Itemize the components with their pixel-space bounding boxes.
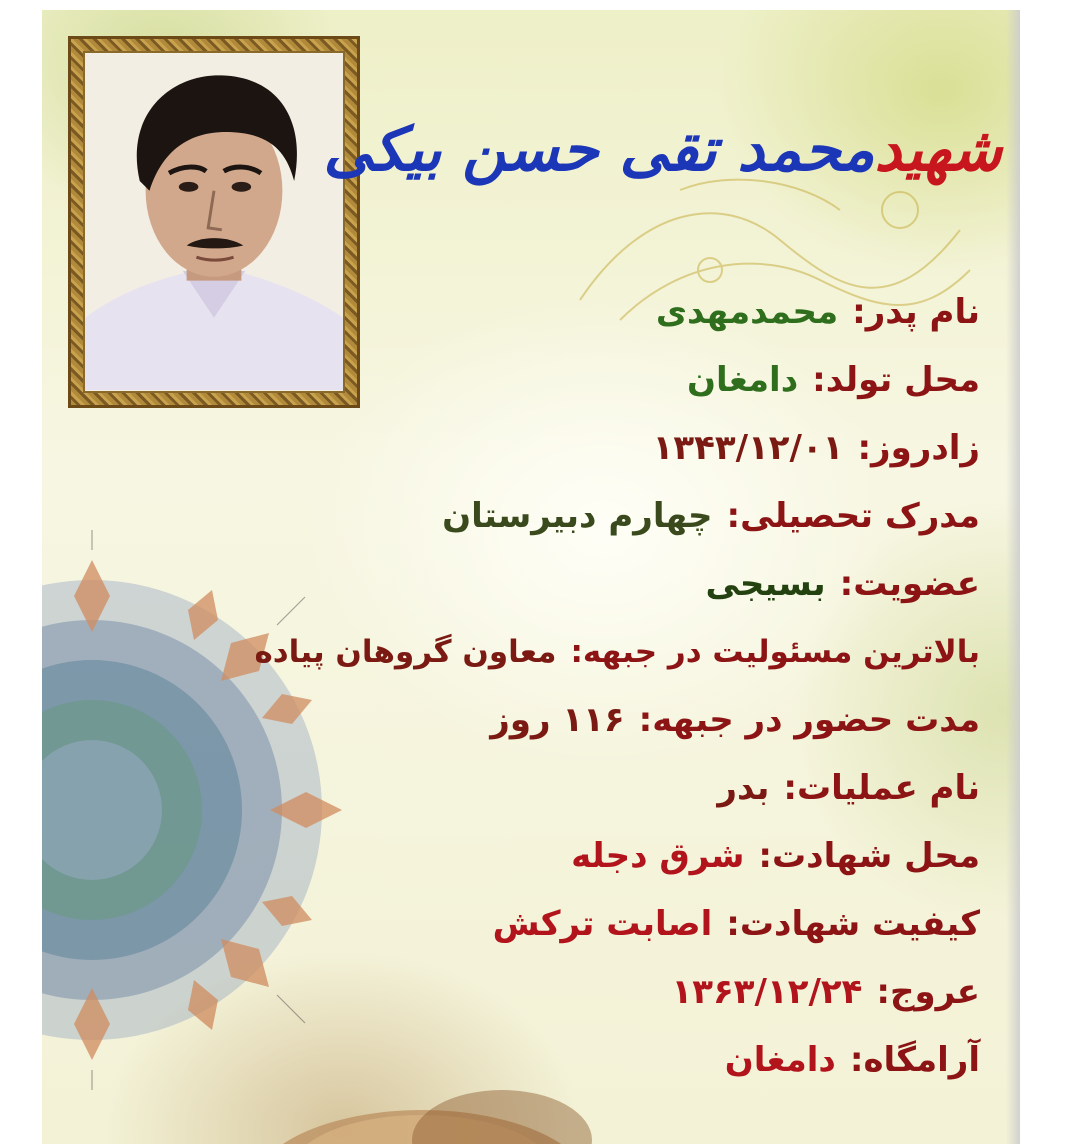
field-resting-place bbox=[80, 1026, 980, 1094]
field-label: بالاترین مسئولیت در جبهه: bbox=[570, 634, 980, 670]
field-label: کیفیت شهادت: bbox=[726, 904, 980, 944]
field-label: مدرک تحصیلی: bbox=[726, 496, 980, 536]
card-edge bbox=[1006, 10, 1020, 1144]
field-value: محمدمهدی bbox=[655, 292, 839, 332]
field-front-duration bbox=[80, 686, 980, 754]
field-value: دامغان bbox=[724, 1040, 836, 1080]
field-value: دامغان bbox=[687, 360, 799, 400]
biography-fields bbox=[80, 278, 980, 1094]
memorial-card bbox=[42, 10, 1020, 1144]
field-martyrdom-manner bbox=[80, 890, 980, 958]
field-value: اصابت ترکش bbox=[492, 904, 713, 944]
field-birthdate bbox=[80, 414, 980, 482]
field-value: بدر bbox=[717, 768, 770, 808]
martyr-name: محمد تقی حسن بیکی bbox=[323, 115, 875, 185]
field-label: نام عملیات: bbox=[783, 768, 980, 808]
field-label: زادروز: bbox=[857, 428, 980, 468]
martyr-title bbox=[323, 80, 1002, 220]
field-value: ۱۳۴۳/۱۲/۰۱ bbox=[652, 428, 844, 468]
field-value: شرق دجله bbox=[571, 836, 745, 876]
field-father-name bbox=[80, 278, 980, 346]
field-value: معاون گروهان پیاده bbox=[254, 634, 557, 670]
field-membership bbox=[80, 550, 980, 618]
field-label: نام پدر: bbox=[852, 292, 980, 332]
field-ascension-date bbox=[80, 958, 980, 1026]
field-birthplace bbox=[80, 346, 980, 414]
field-martyrdom-place bbox=[80, 822, 980, 890]
field-value: بسیجی bbox=[705, 564, 826, 604]
field-label: مدت حضور در جبهه: bbox=[638, 700, 980, 740]
field-value: ۱۱۶ روز bbox=[490, 700, 625, 740]
field-highest-responsibility bbox=[80, 618, 980, 686]
field-education bbox=[80, 482, 980, 550]
field-label: عضویت: bbox=[839, 564, 980, 604]
field-label: آرامگاه: bbox=[849, 1040, 980, 1080]
field-label: محل تولد: bbox=[812, 360, 980, 400]
field-label: عروج: bbox=[876, 972, 980, 1012]
field-operation-name bbox=[80, 754, 980, 822]
field-label: محل شهادت: bbox=[758, 836, 980, 876]
title-prefix: شهید bbox=[874, 115, 1002, 185]
field-value: چهارم دبیرستان bbox=[442, 496, 713, 536]
field-value: ۱۳۶۳/۱۲/۲۴ bbox=[671, 972, 863, 1012]
